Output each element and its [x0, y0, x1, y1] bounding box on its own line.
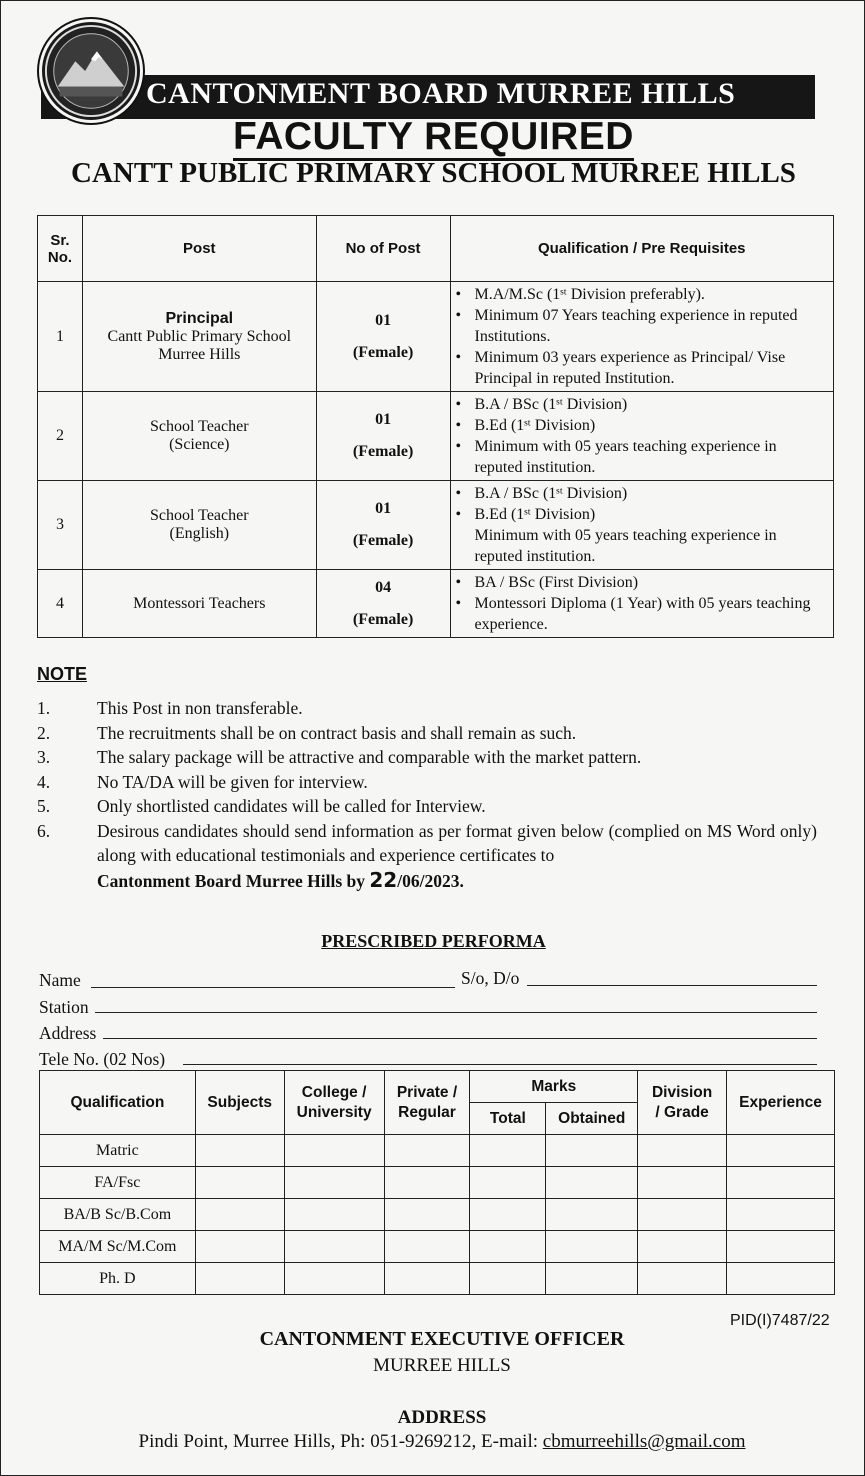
- officer-title: CANTONMENT EXECUTIVE OFFICER: [259, 1328, 625, 1350]
- list-item: 6. Desirous candidates should send information as per format given below (complied on MS Word only) along with educational testimonials and experience certificates to Cantonment Board Murree Hills by 22/06/2023.: [37, 820, 817, 892]
- name-field[interactable]: [91, 987, 455, 988]
- col-private: Private / Regular: [384, 1071, 470, 1135]
- mountain-emblem-icon: [42, 22, 140, 120]
- col-total: Total: [470, 1103, 546, 1135]
- list-item: 1. This Post in non transferable.: [37, 698, 303, 718]
- tele-field[interactable]: [183, 1064, 817, 1065]
- list-item: 4. No TA/DA will be given for interview.: [37, 771, 368, 792]
- list-item: • B.A / BSc (1ˢᵗ Division): [475, 394, 828, 415]
- col-post: Post: [82, 216, 316, 282]
- table-row: Ph. D: [40, 1263, 835, 1295]
- list-item: • Montessori Diploma (1 Year) with 05 years teaching experience.: [475, 593, 828, 635]
- org-name: CANTONMENT BOARD MURREE HILLS: [146, 77, 736, 110]
- station-label: Station: [39, 997, 89, 1017]
- col-no-of-post: No of Post: [316, 216, 450, 282]
- col-division: Division / Grade: [638, 1071, 727, 1135]
- station-field[interactable]: [95, 1012, 817, 1013]
- list-item: • B.Ed (1ˢᵗ Division): [475, 415, 828, 436]
- col-qualification: Qualification / Pre Requisites: [450, 216, 834, 282]
- table-row: 1 Principal Cantt Public Primary School Murree Hills 01 (Female) • M.A/M.Sc (1ˢᵗ Division preferably). • Minimum 07 Years teaching experience in reputed Institutions. • Minimum 03 years experience as Principal/ Vise Principal in reputed Institution.: [38, 282, 834, 392]
- note-heading: NOTE: [37, 664, 88, 684]
- officer-location: MURREE HILLS: [373, 1355, 511, 1376]
- table-row: FA/Fsc: [40, 1167, 835, 1199]
- list-item: • Minimum with 05 years teaching experience in reputed institution.: [475, 436, 828, 478]
- table-row: Matric: [40, 1135, 835, 1167]
- posts-table: [37, 215, 834, 638]
- list-item: • Minimum 03 years experience as Principal/ Vise Principal in reputed Institution.: [475, 347, 828, 389]
- address-line: Pindi Point, Murree Hills, Ph: 051-9269212, E-mail: cbmurreehills@gmail.com: [138, 1431, 746, 1452]
- address-label: Address: [39, 1023, 97, 1043]
- list-item: • Minimum 07 Years teaching experience in reputed Institutions.: [475, 305, 828, 347]
- post-title: Principal: [165, 309, 234, 327]
- name-label: Name: [39, 970, 81, 990]
- so-do-field[interactable]: [527, 985, 817, 986]
- col-experience: Experience: [727, 1071, 835, 1135]
- list-item: • M.A/M.Sc (1ˢᵗ Division preferably).: [475, 284, 828, 305]
- list-item: 2. The recruitments shall be on contract basis and shall remain as such.: [37, 722, 577, 743]
- list-item: Minimum with 05 years teaching experience in reputed institution.: [474, 527, 777, 565]
- table-row: BA/B Sc/B.Com: [40, 1199, 835, 1231]
- col-marks: Marks: [470, 1071, 638, 1103]
- handwritten-date: 22: [369, 867, 398, 892]
- page-title: FACULTY REQUIRED: [1, 115, 865, 159]
- email-link[interactable]: cbmurreehills@gmail.com: [542, 1431, 746, 1452]
- tele-label: Tele No. (02 Nos): [39, 1049, 166, 1069]
- deadline-text: Cantonment Board Murree Hills by 22/06/2023.: [97, 867, 464, 892]
- table-row: 4 Montessori Teachers 04 (Female) • BA / BSc (First Division) • Montessori Diploma (1 Year) with 05 years teaching experience.: [38, 570, 834, 638]
- note-list: [37, 696, 817, 893]
- cantonment-board-logo: [39, 19, 143, 123]
- address-heading: ADDRESS: [397, 1407, 487, 1428]
- col-sr-no: Sr. No.: [38, 216, 83, 282]
- table-row: MA/M Sc/M.Com: [40, 1231, 835, 1263]
- table-row: 3 School Teacher (English) 01 (Female) • B.A / BSc (1ˢᵗ Division) • B.Ed (1ˢᵗ Division) Minimum with 05 years teaching experience in reputed institution.: [38, 481, 834, 570]
- pid-code: PID(I)7487/22: [730, 1312, 830, 1329]
- list-item: 5. Only shortlisted candidates will be called for Interview.: [37, 796, 486, 816]
- col-obtained: Obtained: [546, 1103, 638, 1135]
- col-subjects: Subjects: [195, 1071, 284, 1135]
- col-qualification: Qualification: [40, 1071, 196, 1135]
- so-do-label: S/o, D/o: [461, 968, 520, 988]
- qualification-grid: [39, 1070, 835, 1295]
- address-field[interactable]: [103, 1038, 817, 1039]
- school-name: CANTT PUBLIC PRIMARY SCHOOL MURREE HILLS: [71, 157, 796, 189]
- list-item: • B.Ed (1ˢᵗ Division): [475, 504, 828, 525]
- list-item: • BA / BSc (First Division): [475, 572, 828, 593]
- col-college: College / University: [284, 1071, 384, 1135]
- list-item: 3. The salary package will be attractive and comparable with the market pattern.: [37, 747, 642, 767]
- table-row: 2 School Teacher (Science) 01 (Female) • B.A / BSc (1ˢᵗ Division) • B.Ed (1ˢᵗ Division) • Minimum with 05 years teaching experience in reputed institution.: [38, 392, 834, 481]
- performa-title: PRESCRIBED PERFORMA: [321, 931, 546, 951]
- list-item: • B.A / BSc (1ˢᵗ Division): [475, 483, 828, 504]
